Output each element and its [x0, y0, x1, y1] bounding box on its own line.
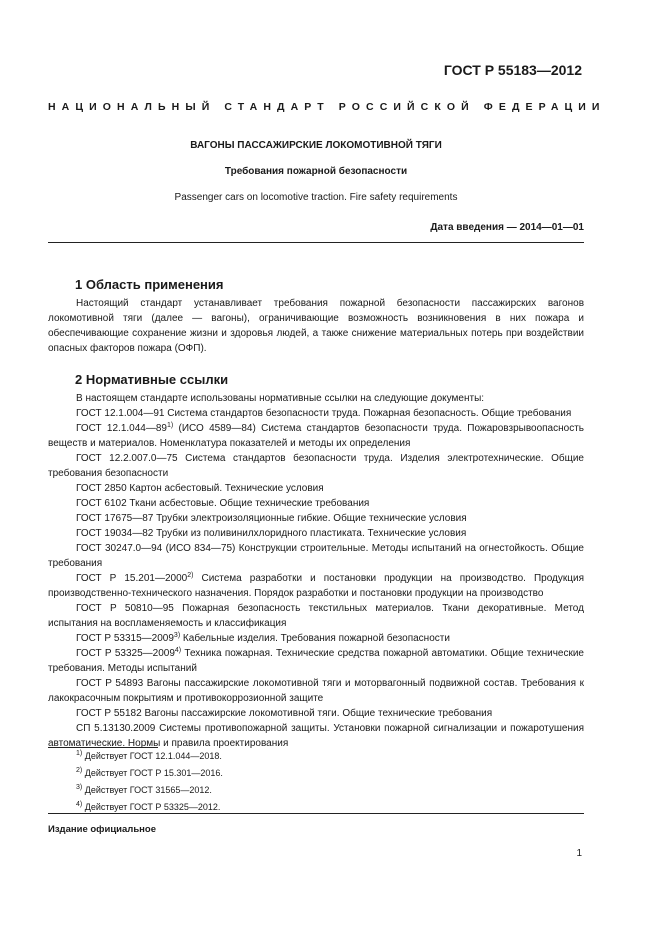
section-1-paragraph: Настоящий стандарт устанавливает требования пожарной безопасности пассажирских вагонов локомотивной тяги (далее — вагоны), ограничивающие возможность возникновения в них пожара и обеспечивающие сохранение жизни и здоровья людей, а также снижение материальных потерь при воздействии опасных факторов пожара (ОФП). [48, 298, 584, 354]
reference-item: ГОСТ Р 55182 Вагоны пассажирские локомотивной тяги. Общие технические требования [76, 708, 493, 719]
document-title: ВАГОНЫ ПАССАЖИРСКИЕ ЛОКОМОТИВНОЙ ТЯГИ [190, 140, 442, 151]
reference-item: ГОСТ 6102 Ткани асбестовые. Общие технические требования [76, 498, 370, 509]
gost-code: ГОСТ Р 55183—2012 [443, 62, 582, 78]
national-standard-caption: НАЦИОНАЛЬНЫЙ СТАНДАРТ РОССИЙСКОЙ ФЕДЕРАЦИИ [48, 101, 606, 113]
reference-item: ГОСТ 12.1.004—91 Система стандартов безопасности труда. Пожарная безопасность. Общие требования [76, 408, 572, 419]
reference-item: ГОСТ 30247.0—94 (ИСО 834—75) Конструкции строительные. Методы испытаний на огнестойкость. Общие требования [48, 543, 584, 569]
reference-item: ГОСТ Р 54893 Вагоны пассажирские локомотивной тяги и моторвагонный подвижной состав. Требования к лакокрасочным покрытиям и противокоррозионной защите [48, 678, 584, 704]
reference-item: ГОСТ 19034—82 Трубки из поливинилхлоридного пластиката. Технические условия [76, 528, 467, 539]
references-intro: В настоящем стандарте использованы нормативные ссылки на следующие документы: [76, 393, 485, 404]
header-divider [48, 242, 584, 243]
document-title-english: Passenger cars on locomotive traction. Fire safety requirements [174, 192, 458, 203]
reference-item: ГОСТ Р 50810—95 Пожарная безопасность текстильных материалов. Ткани декоративные. Метод испытания на воспламеняемость и классификация [48, 603, 584, 629]
section-1-heading: 1 Область применения [75, 277, 224, 292]
reference-item: ГОСТ Р 15.201—2000$^{2)}$ Система разработки и постановки продукции на производство. Продукция производственно-технического назначения. Порядок разработки и постановки продукции на производство [48, 572, 584, 599]
section-2-heading: 2 Нормативные ссылки [75, 372, 229, 387]
normative-references-list [48, 391, 584, 751]
reference-item: ГОСТ 17675—87 Трубки электроизоляционные гибкие. Общие технические условия [76, 513, 467, 524]
reference-item: ГОСТ 12.1.044—89$^{1)}$ (ИСО 4589—84) Система стандартов безопасности труда. Пожаровзрывоопасность веществ и материалов. Номенклатура показателей и методы их определения [48, 422, 584, 449]
reference-item: ГОСТ 2850 Картон асбестовый. Технические условия [76, 483, 324, 494]
footnote: $^{1)}$ Действует ГОСТ 12.1.044—2018. [76, 750, 222, 761]
reference-item: СП 5.13130.2009 Системы противопожарной защиты. Установки пожарной сигнализации и пожаротушения автоматические. Нормы и правила проектирования [48, 723, 584, 749]
footnotes [76, 748, 223, 816]
footnote: $^{2)}$ Действует ГОСТ Р 15.301—2016. [76, 767, 223, 778]
reference-item: ГОСТ Р 53315—2009$^{3)}$ Кабельные изделия. Требования пожарной безопасности [76, 632, 450, 644]
document-subtitle: Требования пожарной безопасности [224, 166, 408, 177]
reference-item: ГОСТ 12.2.007.0—75 Система стандартов безопасности труда. Изделия электротехнические. Общие требования безопасности [48, 453, 584, 479]
reference-item: ГОСТ Р 53325—2009$^{4)}$ Техника пожарная. Технические средства пожарной автоматики. Общие технические требования. Методы испытаний [48, 647, 584, 674]
introduction-date: Дата введения — 2014—01—01 [430, 222, 584, 233]
page-number: 1 [576, 848, 582, 859]
footer-divider [48, 813, 584, 814]
official-edition-label: Издание официальное [48, 824, 156, 835]
footnote: $^{4)}$ Действует ГОСТ Р 53325—2012. [76, 801, 221, 812]
footnote: $^{3)}$ Действует ГОСТ 31565—2012. [76, 784, 212, 795]
